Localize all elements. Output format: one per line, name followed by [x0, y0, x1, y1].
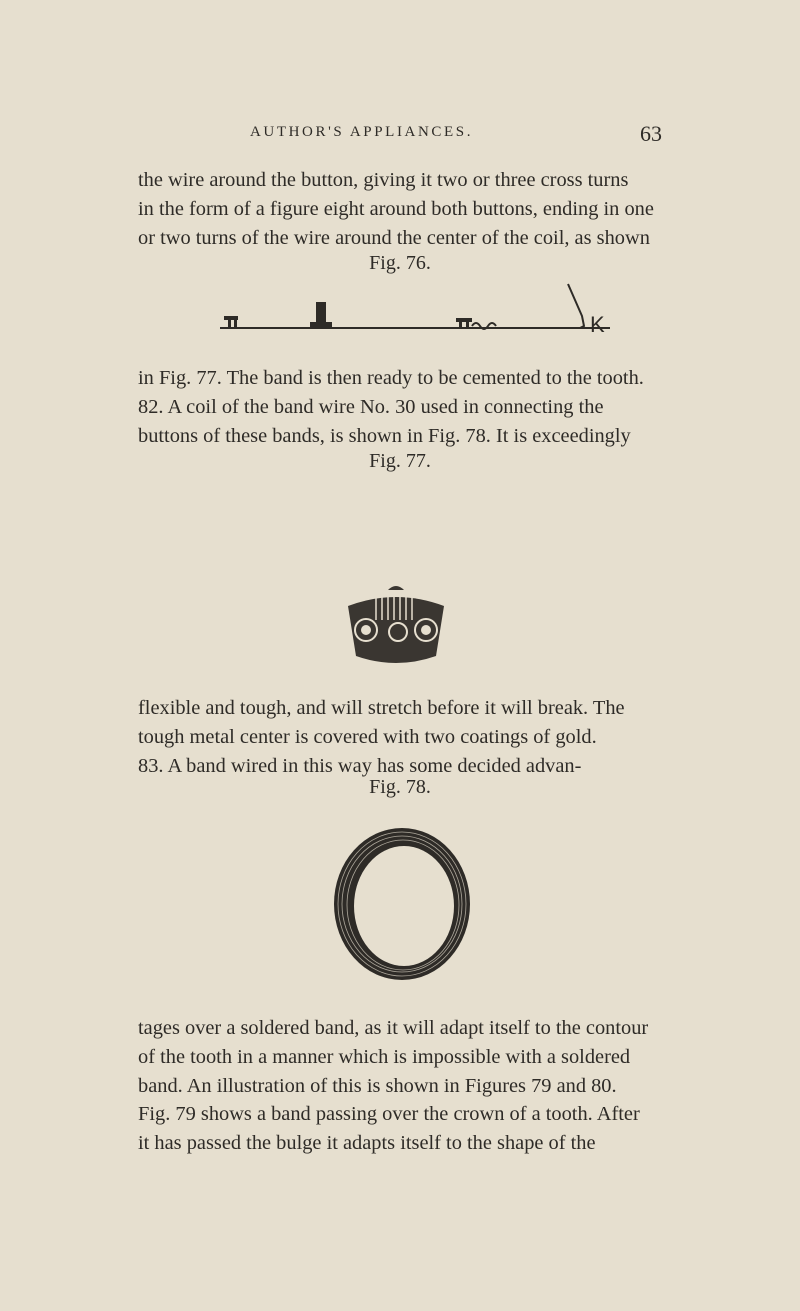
figure-78-caption: Fig. 78.: [369, 776, 431, 798]
text-line: band. An illustration of this is shown in Figures 79 and 80.: [138, 1074, 617, 1097]
figure-77-illustration: [336, 586, 456, 672]
figure-78-illustration: [322, 820, 482, 990]
text-line: the wire around the button, giving it two or three cross turns: [138, 169, 629, 191]
paragraph-4: [138, 1014, 704, 1158]
text-line: tages over a soldered band, as it will adapt itself to the contour: [138, 1017, 649, 1039]
figure-76-illustration: [200, 286, 640, 336]
paragraph-1: [138, 166, 704, 252]
text-line: 82. A coil of the band wire No. 30 used in connecting the: [138, 395, 604, 418]
text-line: in Fig. 77. The band is then ready to be cemented to the tooth.: [138, 367, 644, 389]
paragraph-3: [138, 694, 704, 780]
figure-76-caption: Fig. 76.: [369, 252, 431, 274]
running-head: AUTHOR'S APPLIANCES.: [250, 124, 474, 140]
text-line: it has passed the bulge it adapts itself to the shape of the: [138, 1132, 596, 1155]
paragraph-2: [138, 364, 704, 450]
button-middle-icon: [310, 302, 332, 328]
text-line: Fig. 79 shows a band passing over the crown of a tooth. After: [138, 1103, 640, 1126]
text-line: tough metal center is covered with two coatings of gold.: [138, 725, 597, 748]
text-line: flexible and tough, and will stretch before it will break. The: [138, 697, 625, 719]
figure-76-label: K: [590, 312, 605, 337]
page-number: 63: [640, 121, 662, 146]
text-line: 83. A band wired in this way has some decided advan-: [138, 754, 582, 777]
button-left-icon: [224, 316, 238, 328]
text-line: buttons of these bands, is shown in Fig. 78. It is exceedingly: [138, 424, 631, 447]
text-line: in the form of a figure eight around both buttons, ending in one: [138, 197, 654, 220]
page-header: [0, 121, 800, 154]
text-line: or two turns of the wire around the center of the coil, as shown: [138, 226, 650, 249]
text-line: of the tooth in a manner which is impossible with a soldered: [138, 1045, 631, 1068]
figure-77-caption: Fig. 77.: [369, 450, 431, 472]
